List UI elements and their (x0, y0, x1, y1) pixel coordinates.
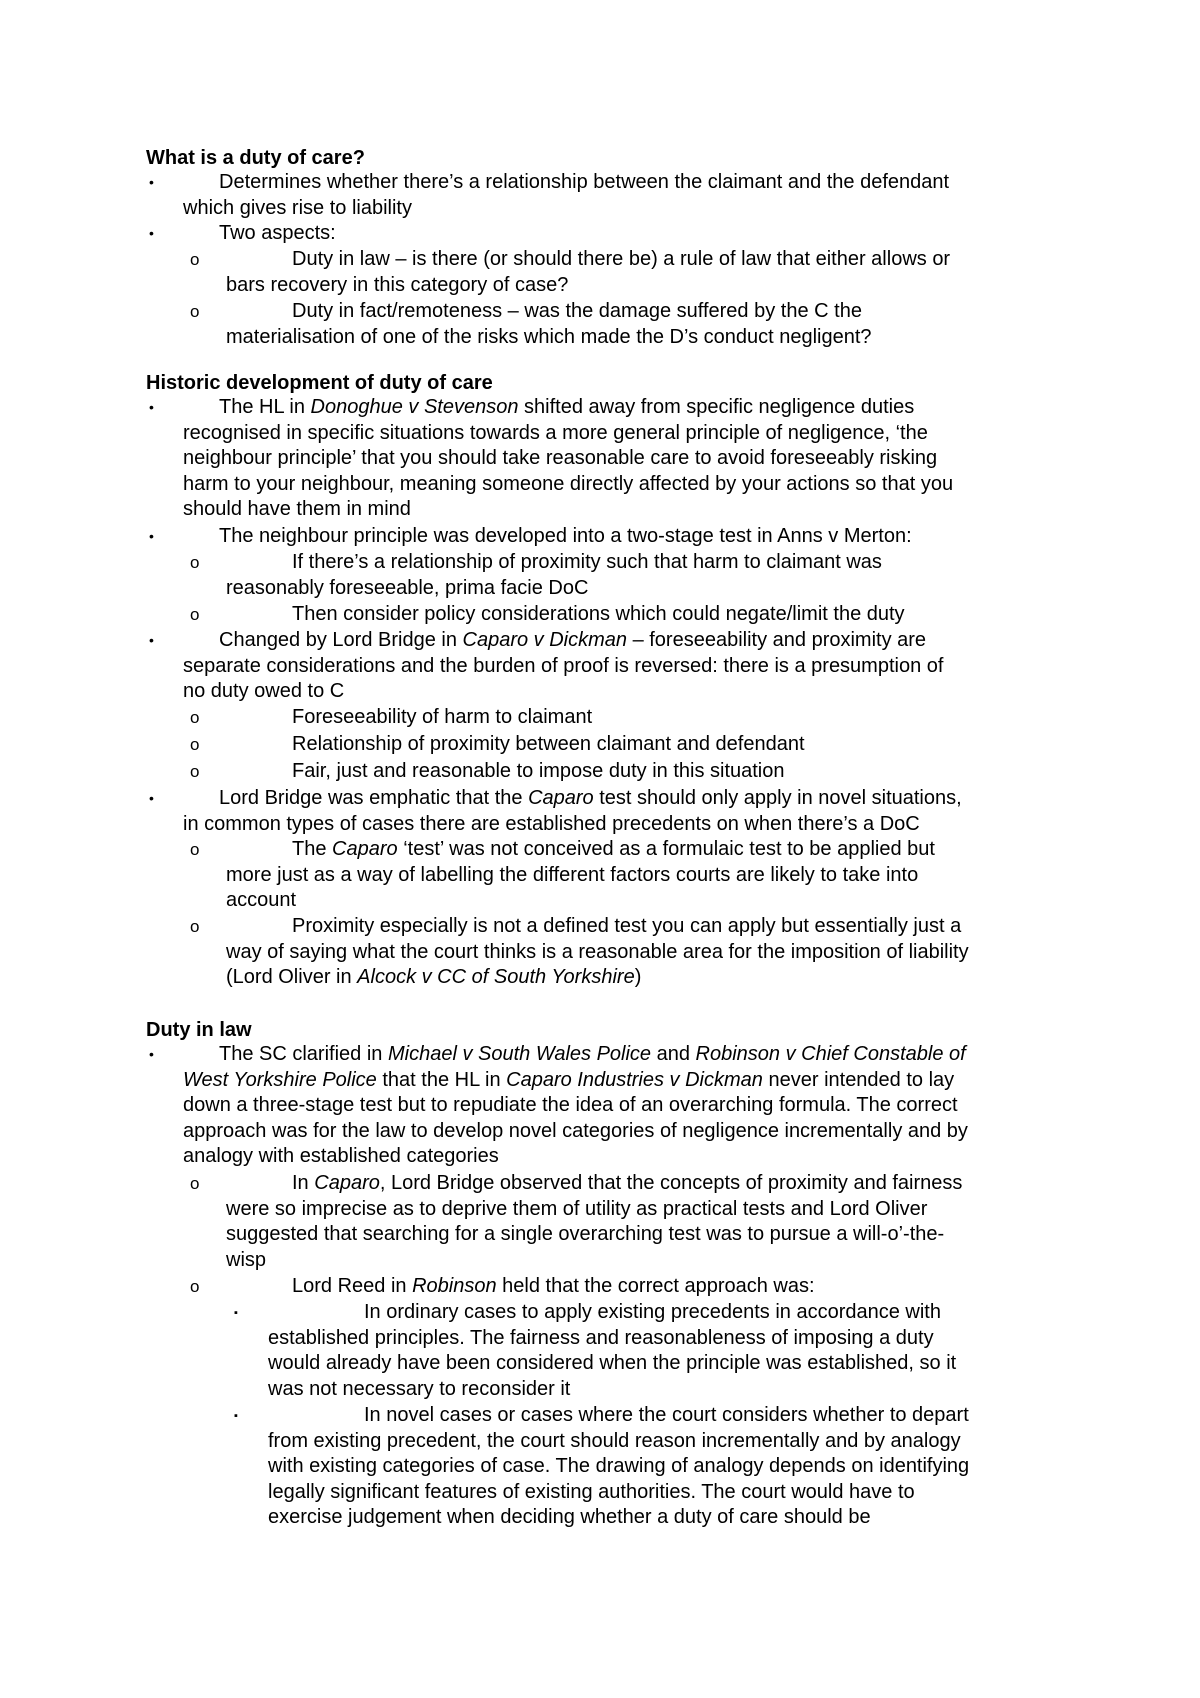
text-line (226, 1222, 962, 1248)
text-run: The HL in (219, 396, 311, 418)
text-line (226, 1197, 962, 1223)
sub-bullet-point (190, 1171, 963, 1273)
text-line (268, 1505, 969, 1531)
text-run: was not necessary to reconsider it (268, 1377, 571, 1400)
bullet-marker-icon: o (190, 302, 200, 321)
text-line (268, 1454, 969, 1480)
text-run: with existing categories of case. The drawing of analogy depends on identifying (268, 1455, 970, 1477)
text-line (183, 679, 943, 705)
bullet-marker-icon: o (190, 1174, 200, 1193)
sub-bullet-point (190, 602, 905, 628)
text-run: neighbour principle’ that you should take reasonable care to avoid foreseeably risking (183, 447, 938, 469)
text-run: , Lord Bridge observed that the concepts of proximity and fairness (379, 1172, 963, 1194)
section-heading: Historic development of duty of care (146, 372, 493, 394)
text-run: Then consider policy considerations which could negate/limit the duty (292, 603, 905, 625)
text-run: wisp (226, 1248, 267, 1271)
bullet-marker-icon: o (190, 917, 200, 936)
text-run: – foreseeability and proximity are (627, 629, 927, 651)
text-run: Two aspects: (219, 222, 336, 244)
text-run: no duty owed to C (183, 680, 345, 702)
text-line (226, 863, 935, 889)
case-name: West Yorkshire Police (183, 1068, 377, 1091)
text-run: If there’s a relationship of proximity such that harm to claimant was (292, 551, 882, 573)
case-name: Alcock v CC of South Yorkshire (357, 966, 635, 988)
text-line (183, 472, 953, 498)
text-run: Fair, just and reasonable to impose duty in this situation (292, 760, 785, 782)
sub-bullet-point (190, 914, 969, 991)
text-run: bars recovery in this category of case? (226, 273, 569, 296)
case-name: Donoghue v Stevenson (310, 396, 519, 418)
text-line (226, 759, 785, 785)
case-name: Caparo (314, 1172, 380, 1194)
text-run: Determines whether there’s a relationship between the claimant and the defendant (219, 171, 950, 193)
section-heading: What is a duty of care? (146, 147, 365, 169)
bullet-marker-icon: o (190, 708, 200, 727)
bullet-point (149, 395, 954, 523)
text-run: never intended to lay (762, 1068, 955, 1091)
sub-bullet-point (190, 550, 882, 601)
text-run: Foreseeability of harm to claimant (292, 706, 593, 728)
text-run: ‘test’ was not conceived as a formulaic test to be applied but (397, 838, 935, 860)
sub-bullet-point (190, 837, 935, 914)
text-run: The SC clarified in (219, 1043, 388, 1065)
text-run: should have them in mind (183, 498, 411, 520)
text-run: The (292, 838, 333, 860)
sub-sub-bullet-point (234, 1300, 957, 1402)
sub-bullet-point (190, 732, 805, 758)
text-line (183, 395, 953, 421)
text-line (226, 705, 592, 731)
sub-sub-bullet-point (234, 1403, 970, 1531)
bullet-marker-icon: o (190, 250, 200, 269)
text-run: reasonably foreseeable, prima facie DoC (226, 576, 589, 599)
text-line (226, 1248, 962, 1274)
text-run: Duty in fact/remoteness – was the damage suffered by the C the (292, 300, 862, 322)
text-run: exercise judgement when deciding whether a duty of care should be (268, 1506, 871, 1528)
text-line (268, 1351, 956, 1377)
text-run: materialisation of one of the risks which made the D’s conduct negligent? (226, 325, 872, 348)
text-line (268, 1326, 956, 1352)
text-run: The neighbour principle was developed into a two-stage test in Anns v Merton: (219, 525, 912, 547)
text-run: In ordinary cases to apply existing precedents in accordance with (364, 1301, 941, 1323)
bullet-point (149, 524, 912, 550)
text-line (226, 550, 882, 576)
text-run: Duty in law – is there (or should there be) a rule of law that either allows or (292, 248, 951, 270)
bullet-marker-icon: • (149, 174, 154, 190)
text-line (226, 888, 935, 914)
bullet-marker-icon: • (149, 632, 154, 648)
bullet-point (149, 1042, 968, 1170)
text-line (183, 170, 949, 196)
text-line (268, 1300, 956, 1326)
case-name: Robinson (412, 1275, 497, 1297)
text-line (226, 940, 969, 966)
text-run: would already have been considered when the principle was established, so it (268, 1352, 957, 1374)
text-run: ) (634, 966, 642, 988)
case-name: Michael v South Wales Police (387, 1043, 652, 1065)
text-run: harm to your neighbour, meaning someone directly affected by your actions so that you (183, 472, 954, 495)
text-line (226, 914, 969, 940)
text-run: and (651, 1043, 696, 1065)
text-line (268, 1403, 969, 1429)
text-run: approach was for the law to develop novel categories of negligence incrementally and by (183, 1119, 968, 1142)
bullet-marker-icon: o (190, 840, 200, 859)
text-run: Lord Bridge was emphatic that the (219, 787, 529, 809)
text-run: Lord Reed in (292, 1275, 413, 1297)
text-run: from existing precedent, the court should reason incrementally and by analogy (268, 1429, 961, 1452)
text-line (226, 1274, 815, 1300)
case-name: Caparo Industries v Dickman (506, 1068, 763, 1091)
bullet-marker-icon: o (190, 735, 200, 754)
text-run: legally significant features of existing authorities. The court would have to (268, 1480, 915, 1503)
text-line (183, 628, 943, 654)
text-run: were so imprecise as to deprive them of utility as practical tests and Lord Oliver (226, 1197, 928, 1220)
bullet-marker-icon: o (190, 1277, 200, 1296)
sub-bullet-point (190, 299, 872, 350)
bullet-marker-icon: o (190, 605, 200, 624)
sub-bullet-point (190, 1274, 815, 1300)
text-run: way of saying what the court thinks is a reasonable area for the imposition of liability (226, 940, 969, 963)
text-run: Proximity especially is not a defined test you can apply but essentially just a (292, 915, 962, 937)
text-line (183, 812, 962, 838)
text-line (226, 247, 950, 273)
text-run: separate considerations and the burden of proof is reversed: there is a presumption of (183, 654, 944, 677)
text-run: Relationship of proximity between claimant and defendant (292, 733, 805, 755)
text-run: recognised in specific situations towards a more general principle of negligence, ‘the (183, 421, 928, 444)
text-line (183, 1119, 968, 1145)
text-line (226, 576, 882, 602)
text-run: In (292, 1172, 315, 1194)
text-run: Changed by Lord Bridge in (219, 629, 463, 651)
bullet-point (149, 170, 950, 221)
text-line (183, 421, 953, 447)
bullet-marker-icon: • (149, 790, 154, 806)
text-line (226, 732, 805, 758)
text-line (183, 786, 962, 812)
text-line (226, 837, 935, 863)
text-line (226, 602, 905, 628)
text-line (226, 273, 950, 299)
bullet-marker-icon: • (149, 1046, 154, 1062)
bullet-marker-icon: ▪ (234, 1410, 238, 1422)
text-run: analogy with established categories (183, 1145, 499, 1167)
text-line (183, 524, 912, 550)
text-run: down a three-stage test but to repudiate the idea of an overarching formula. The correct (183, 1094, 958, 1116)
text-run: in common types of cases there are established precedents on when there’s a DoC (183, 812, 920, 835)
text-line (183, 446, 953, 472)
section-heading: Duty in law (146, 1019, 252, 1041)
case-name: Robinson v Chief Constable of (695, 1043, 966, 1065)
sub-bullet-point (190, 247, 951, 298)
text-run: suggested that searching for a single overarching test was to pursue a will-o’-the- (226, 1223, 945, 1245)
sub-bullet-point (190, 705, 593, 731)
text-line (268, 1480, 969, 1506)
bullet-marker-icon: • (149, 528, 154, 544)
text-run: held that the correct approach was: (496, 1275, 815, 1297)
bullet-marker-icon: ▪ (234, 1307, 238, 1319)
text-line (183, 654, 943, 680)
text-run: which gives rise to liability (183, 196, 412, 219)
bullet-marker-icon: • (149, 399, 154, 415)
text-run: shifted away from specific negligence duties (518, 396, 915, 418)
sub-bullet-point (190, 759, 785, 785)
bullet-point (149, 628, 944, 705)
text-line (183, 1068, 968, 1094)
text-run: account (226, 889, 297, 911)
text-line (226, 299, 872, 325)
text-line (183, 497, 953, 523)
case-name: Caparo (528, 787, 594, 809)
text-line (183, 1093, 968, 1119)
text-run: more just as a way of labelling the different factors courts are likely to take into (226, 863, 919, 886)
bullet-marker-icon: • (149, 225, 154, 241)
bullet-point (149, 221, 336, 247)
text-line (183, 196, 949, 222)
text-line (226, 325, 872, 351)
text-line (226, 965, 969, 991)
case-name: Caparo (332, 838, 398, 860)
case-name: Caparo v Dickman (462, 629, 628, 651)
text-line (226, 1171, 962, 1197)
text-line (183, 1042, 968, 1068)
text-line (268, 1377, 956, 1403)
text-run: In novel cases or cases where the court considers whether to depart (364, 1404, 969, 1426)
text-run: (Lord Oliver in (226, 966, 358, 988)
text-line (183, 221, 336, 247)
text-run: test should only apply in novel situations, (593, 787, 962, 809)
bullet-point (149, 786, 962, 837)
text-line (268, 1429, 969, 1455)
text-line (183, 1144, 968, 1170)
bullet-marker-icon: o (190, 762, 200, 781)
bullet-marker-icon: o (190, 553, 200, 572)
text-run: that the HL in (376, 1068, 507, 1091)
text-run: established principles. The fairness and reasonableness of imposing a duty (268, 1326, 934, 1349)
